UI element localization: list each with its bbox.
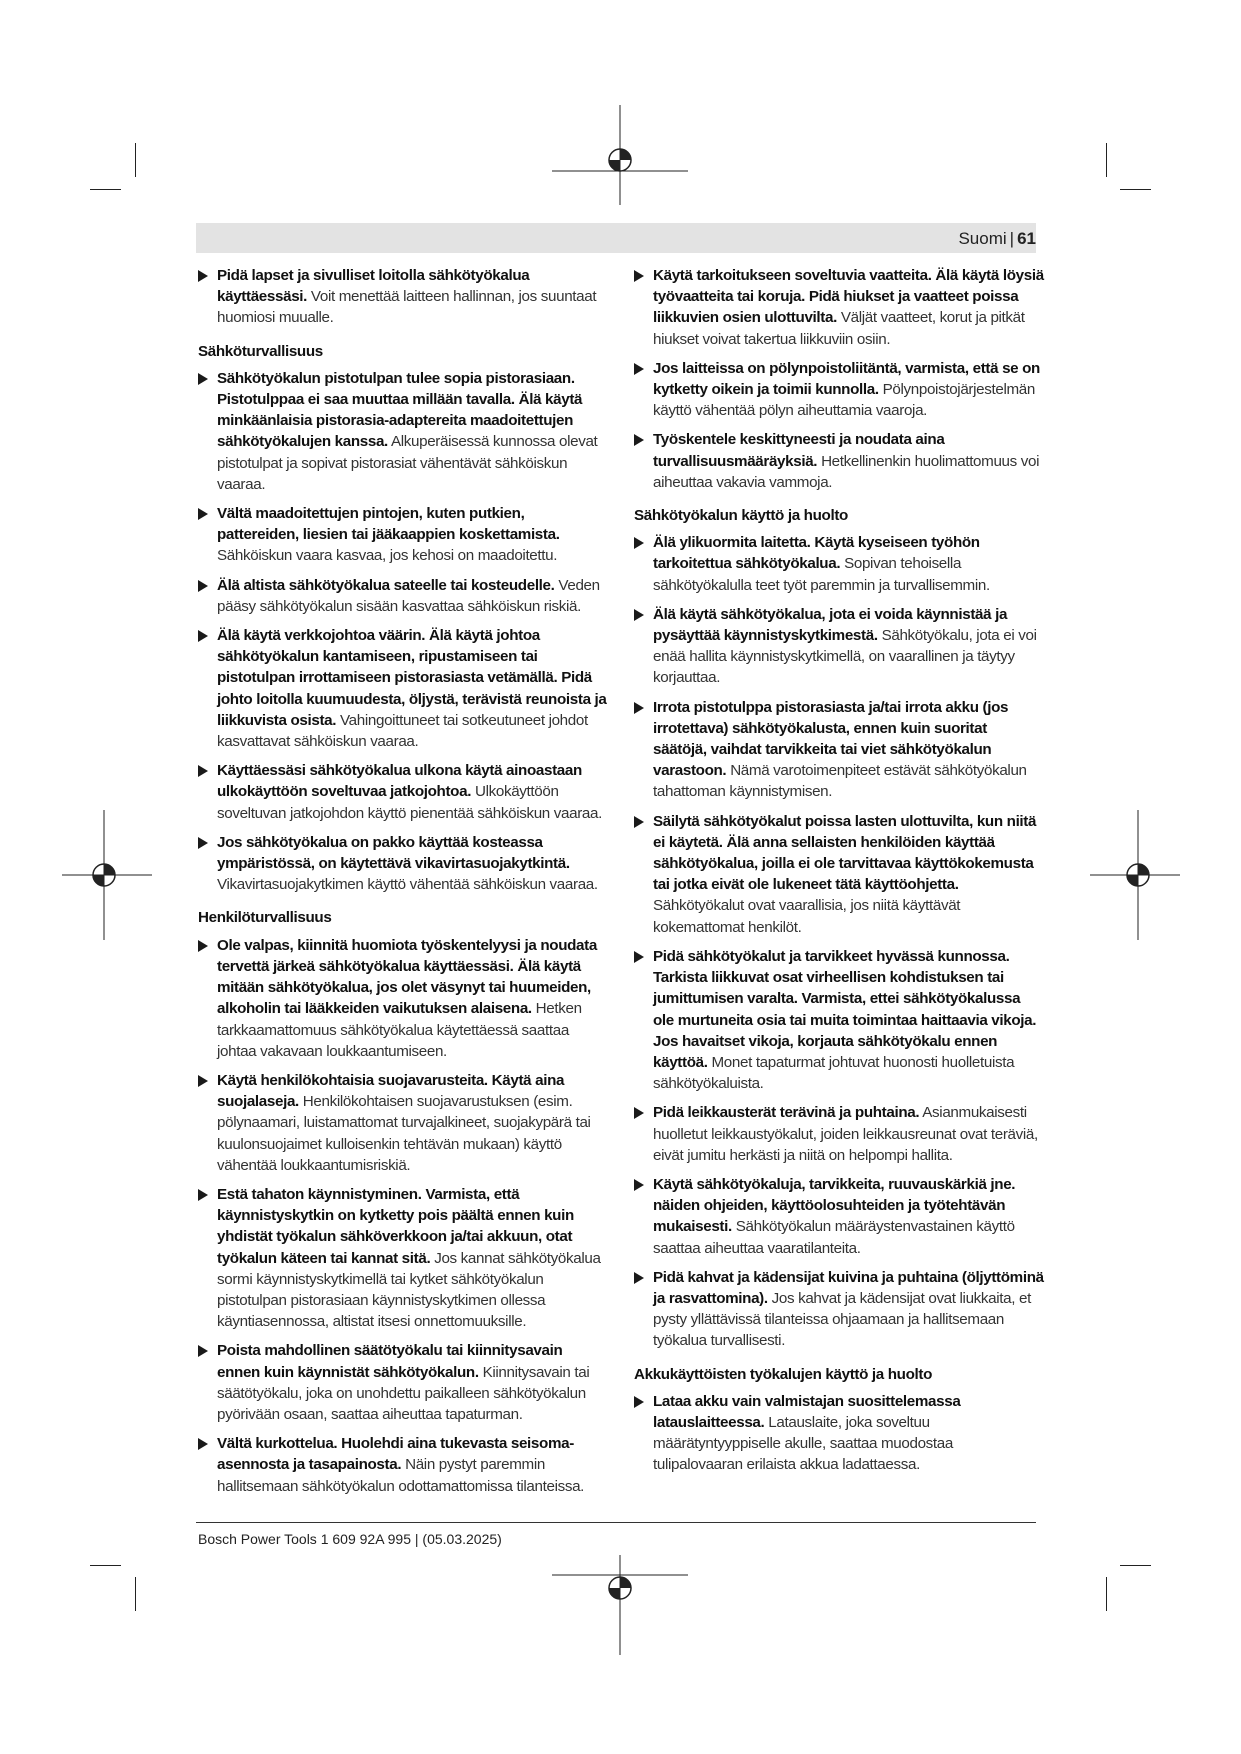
bullet-triangle-icon (634, 1107, 644, 1119)
bullet-triangle-icon (634, 537, 644, 549)
warning-instruction: Jos laitteissa on pölynpoistoliitäntä, varmista, että se on kytketty oikein ja toimii kunnolla. (653, 359, 1040, 399)
bullet-triangle-icon (634, 434, 644, 446)
bullet-triangle-icon (198, 508, 208, 520)
warning-explanation: Alkuperäisessä kunnossa olevat pistotulpat ja sopivat pistorasiat vähentävät sähköiskun vaaraa. (217, 433, 598, 493)
warning-item (198, 935, 608, 1062)
warning-instruction: Käytä tarkoitukseen soveltuvia vaatteita. Älä käytä löysiä työvaatteita tai koruja. Pidä hiukset ja vaatteet poissa liikkuvien osien ulottuvilta. (653, 267, 1044, 327)
bullet-triangle-icon (634, 1272, 644, 1284)
warning-explanation: Kiinnitysavain tai säätötyökalu, joka on unohdettu paikalleen sähkötyökalun pyörivään osaan, saattaa aiheuttaa tapaturman. (217, 1363, 590, 1423)
header-separator: | (1009, 229, 1015, 248)
warning-item (634, 429, 1044, 493)
warning-instruction: Vältä maadoitettujen pintojen, kuten putkien, pattereiden, liesien tai jääkaappien koskettamista. (217, 505, 560, 544)
warning-explanation: Vahingoittuneet tai sotkeutuneet johdot kasvattavat sähköiskun vaaraa. (217, 711, 588, 751)
warning-instruction: Estä tahaton käynnistyminen. Varmista, että käynnistyskytkin on kytketty pois päältä ennen kuin yhdistät työkalun sähköverkkoon ja/tai akkuun, otat työkalun käteen tai kannat sitä. (217, 1185, 574, 1267)
warning-instruction: Älä käytä sähkötyökalua, jota ei voida käynnistää ja pysäyttää käynnistyskytkimestä. (653, 605, 1008, 645)
warning-instruction: Ole valpas, kiinnitä huomiota työskentelyysi ja noudata tervettä järkeä sähkötyökalua käyttäessäsi. Älä käytä mitään sähkötyökalua, jos olet väsynyt tai huumeiden, alkoholin tai lääkkeiden vaikutuksen alaisena. (217, 936, 597, 1018)
warning-item (198, 1184, 608, 1332)
registration-mark-icon (62, 810, 152, 940)
footer-divider (196, 1522, 1036, 1523)
crop-mark (135, 143, 136, 177)
warning-explanation: Jos kahvat ja kädensijat ovat liukkaita, et pysty yllättävissä tilanteissa ohjaamaan ja hallitsemaan työkalua turvallisesti. (653, 1289, 1031, 1350)
registration-mark-icon (1090, 810, 1180, 940)
warning-instruction: Poista mahdollinen säätötyökalu tai kiinnitysavain ennen kuin käynnistät sähkötyökalun. (217, 1342, 563, 1381)
bullet-triangle-icon (198, 270, 208, 282)
warning-instruction: Käytä sähkötyökaluja, tarvikkeita, ruuvauskärkiä jne. näiden ohjeiden, käyttöolosuhteiden ja työtehtävän mukaisesti. (653, 1175, 1016, 1236)
crop-mark (90, 189, 121, 190)
warning-explanation: Voit menettää laitteen hallinnan, jos suuntaat huomiosi muualle. (217, 288, 597, 327)
warning-item (198, 760, 608, 824)
warning-item (634, 265, 1044, 350)
warning-explanation: Näin pystyt paremmin hallitsemaan sähkötyökalun odottamattomissa tilanteissa. (217, 1456, 585, 1495)
warning-item (198, 625, 608, 752)
warning-explanation: Ulkokäyttöön soveltuvan jatkojohdon käyttö pienentää sähköiskun vaaraa. (217, 783, 602, 822)
warning-item (634, 1391, 1044, 1476)
warning-explanation: Henkilökohtaisen suojavarustuksen (esim. pölynaamari, luistamattomat turvajalkineet, suojakypärä tai kuulonsuojaimet kulloisenkin tehtävän mukaan) käyttö vähentää loukkaantumisriskiä. (217, 1093, 591, 1174)
warning-instruction: Älä altista sähkötyökalua sateelle tai kosteudelle. (217, 576, 555, 594)
bullet-triangle-icon (198, 373, 208, 385)
bullet-triangle-icon (198, 1189, 208, 1201)
bullet-triangle-icon (634, 363, 644, 375)
page-header (958, 229, 1036, 249)
warning-item (198, 832, 608, 896)
warning-instruction: Käytä henkilökohtaisia suojavarusteita. Käytä aina suojalaseja. (217, 1071, 565, 1111)
bullet-triangle-icon (198, 1075, 208, 1087)
crop-mark (1120, 189, 1151, 190)
warning-explanation: Nämä varotoimenpiteet estävät sähkötyökalun tahattoman käynnistymisen. (653, 762, 1027, 801)
warning-instruction: Säilytä sähkötyökalut poissa lasten ulottuvilta, kun niitä ei käytetä. Älä anna sellaisten henkilöiden käyttää sähkötyökalua, joilla ei ole tarvittavaa käyttökokemusta tai jotka eivät ole lukeneet tätä käyttöohjetta. (653, 812, 1037, 894)
warning-explanation: Sähkötyökalut ovat vaarallisia, jos niitä käyttävät kokemattomat henkilöt. (653, 897, 961, 936)
warning-item (634, 1174, 1044, 1259)
crop-mark (1106, 1577, 1107, 1611)
warning-explanation: Sähkötyökalun määräystenvastainen käyttö saattaa aiheuttaa vaaratilanteita. (653, 1218, 1015, 1257)
warning-instruction: Vältä kurkottelua. Huolehdi aina tukevasta seisoma-asennosta ja tasapainosta. (217, 1435, 574, 1474)
registration-mark-icon (552, 105, 688, 205)
bullet-triangle-icon (634, 270, 644, 282)
bullet-triangle-icon (634, 1396, 644, 1408)
warning-instruction: Pidä lapset ja sivulliset loitolla sähkötyökalua käyttäessäsi. (217, 267, 530, 306)
warning-instruction: Pidä kahvat ja kädensijat kuivina ja puhtaina (öljyttöminä ja rasvattomina). (653, 1268, 1044, 1307)
bullet-triangle-icon (634, 951, 644, 963)
bullet-triangle-icon (198, 630, 208, 642)
crop-mark (135, 1577, 136, 1611)
warning-item (634, 697, 1044, 803)
page-header-band (196, 223, 1036, 253)
bullet-triangle-icon (634, 609, 644, 621)
warning-explanation: Sähkötyökalu, jota ei voi enää hallita käynnistyskytkimellä, on vaarallinen ja täytyy korjauttaa. (653, 627, 1037, 687)
warning-explanation: Sähköiskun vaara kasvaa, jos kehosi on maadoitettu. (217, 547, 558, 565)
crop-mark (1120, 1565, 1151, 1566)
warning-item (198, 1070, 608, 1176)
warning-explanation: Monet tapaturmat johtuvat huonosti huolletuista sähkötyökaluista. (653, 1053, 1015, 1093)
crop-mark (1106, 143, 1107, 177)
section-heading: Sähkötyökalun käyttö ja huolto (634, 507, 848, 525)
crop-mark (90, 1565, 121, 1566)
bullet-triangle-icon (198, 765, 208, 777)
section-heading: Sähköturvallisuus (198, 342, 323, 360)
warning-item (634, 604, 1044, 689)
bullet-triangle-icon (198, 1345, 208, 1357)
warning-item (198, 1340, 608, 1425)
right-column (634, 265, 1044, 1484)
warning-instruction: Pidä leikkausterät terävinä ja puhtaina. (653, 1104, 920, 1122)
warning-item (198, 575, 608, 617)
warning-item (634, 1102, 1044, 1166)
warning-explanation: Asianmukaisesti huolletut leikkaustyökalut, joiden leikkausreunat ovat teräviä, eivät jumitu herkästi ja niitä on helpompi hallita. (653, 1104, 1038, 1164)
warning-explanation: Pölynpoistojärjestelmän käyttö vähentää pölyn aiheuttamia vaaroja. (653, 381, 1035, 420)
page-footer: Bosch Power Tools 1 609 92A 995 | (05.03.2025) (198, 1531, 502, 1547)
warning-item (634, 1267, 1044, 1352)
section-heading: Akkukäyttöisten työkalujen käyttö ja huolto (634, 1365, 933, 1383)
page-number: 61 (1017, 229, 1036, 248)
bullet-triangle-icon (634, 1179, 644, 1191)
section-heading: Henkilöturvallisuus (198, 909, 332, 927)
warning-item (634, 946, 1044, 1094)
bullet-triangle-icon (198, 837, 208, 849)
header-language: Suomi (958, 229, 1007, 248)
warning-item (198, 265, 608, 329)
bullet-triangle-icon (198, 1438, 208, 1450)
warning-item (634, 811, 1044, 938)
warning-item (634, 358, 1044, 422)
warning-item (634, 532, 1044, 596)
warning-explanation: Sopivan tehoisella sähkötyökalulla teet työt paremmin ja turvallisemmin. (653, 555, 990, 594)
warning-instruction: Sähkötyökalun pistotulpan tulee sopia pistorasiaan. Pistotulppaa ei saa muuttaa millään tavalla. Älä käytä minkäänlaisia pistorasia-adaptereita maadoitettujen sähkötyökalujen kanssa. (217, 369, 583, 451)
bullet-triangle-icon (634, 816, 644, 828)
warning-explanation: Latauslaite, joka soveltuu määrätyntyyppiselle akulle, saattaa muodostaa tulipalovaaran erilaista akkua ladattaessa. (653, 1413, 953, 1474)
warning-instruction: Älä ylikuormita laitetta. Käytä kyseiseen työhön tarkoitettua sähkötyökalua. (653, 534, 980, 573)
warning-explanation: Hetken tarkkaamattomuus sähkötyökalua käytettäessä saattaa johtaa vakavaan loukkaantumiseen. (217, 1000, 582, 1060)
warning-explanation: Väljät vaatteet, korut ja pitkät hiukset voivat takertua liikkuviin osiin. (653, 309, 1025, 348)
warning-instruction: Irrota pistotulppa pistorasiasta ja/tai irrota akku (jos irrotettava) sähkötyökalusta, ennen kuin suoritat säätöjä, vaihdat tarvikkeita tai viet sähkötyökalun varastoon. (653, 698, 1009, 780)
warning-instruction: Älä käytä verkkojohtoa väärin. Älä käytä johtoa sähkötyökalun kantamiseen, ripustamiseen tai pistotulpan irrottamiseen pistorasiasta vetämällä. Pidä johto loitolla kuumuudesta, öljystä, terävistä reunoista ja liikkuvista osista. (217, 627, 607, 729)
warning-explanation: Hetkellinenkin huolimattomuus voi aiheuttaa vakavia vammoja. (653, 452, 1040, 491)
warning-explanation: Vikavirtasuojakytkimen käyttö vähentää sähköiskun vaaraa. (217, 876, 598, 894)
bullet-triangle-icon (198, 940, 208, 952)
registration-mark-icon (552, 1555, 688, 1655)
warning-item (198, 503, 608, 567)
bullet-triangle-icon (634, 702, 644, 714)
warning-instruction: Käyttäessäsi sähkötyökalua ulkona käytä ainoastaan ulkokäyttöön soveltuvaa jatkojohtoa. (217, 762, 582, 801)
warning-instruction: Työskentele keskittyneesti ja noudata aina turvallisuusmääräyksiä. (653, 431, 945, 470)
warning-explanation: Jos kannat sähkötyökalua sormi käynnistyskytkimellä tai kytket sähkötyökalun pistotulpan pistorasiaan käynnistyskytkimen ollessa käyntiasennossa, altistat itsesi onnettomuuksille. (217, 1249, 601, 1331)
warning-explanation: Veden pääsy sähkötyökalun sisään kasvattaa sähköiskun riskiä. (217, 576, 600, 615)
left-column (198, 265, 608, 1505)
warning-item (198, 368, 608, 495)
warning-item (198, 1433, 608, 1497)
warning-instruction: Jos sähkötyökalua on pakko käyttää kosteassa ympäristössä, on käytettävä vikavirtasuojakytkintä. (217, 833, 570, 873)
bullet-triangle-icon (198, 580, 208, 592)
warning-instruction: Pidä sähkötyökalut ja tarvikkeet hyvässä kunnossa. Tarkista liikkuvat osat virheellisen kohdistuksen tai jumittumisen varalta. Varmista, ettei sähkötyökalussa ole murtuneita osia tai muita toimintaa haittaavia vikoja. Jos havaitset vikoja, korjauta sähkötyökalu ennen käyttöä. (653, 947, 1037, 1071)
warning-instruction: Lataa akku vain valmistajan suosittelemassa latauslaitteessa. (653, 1392, 961, 1431)
